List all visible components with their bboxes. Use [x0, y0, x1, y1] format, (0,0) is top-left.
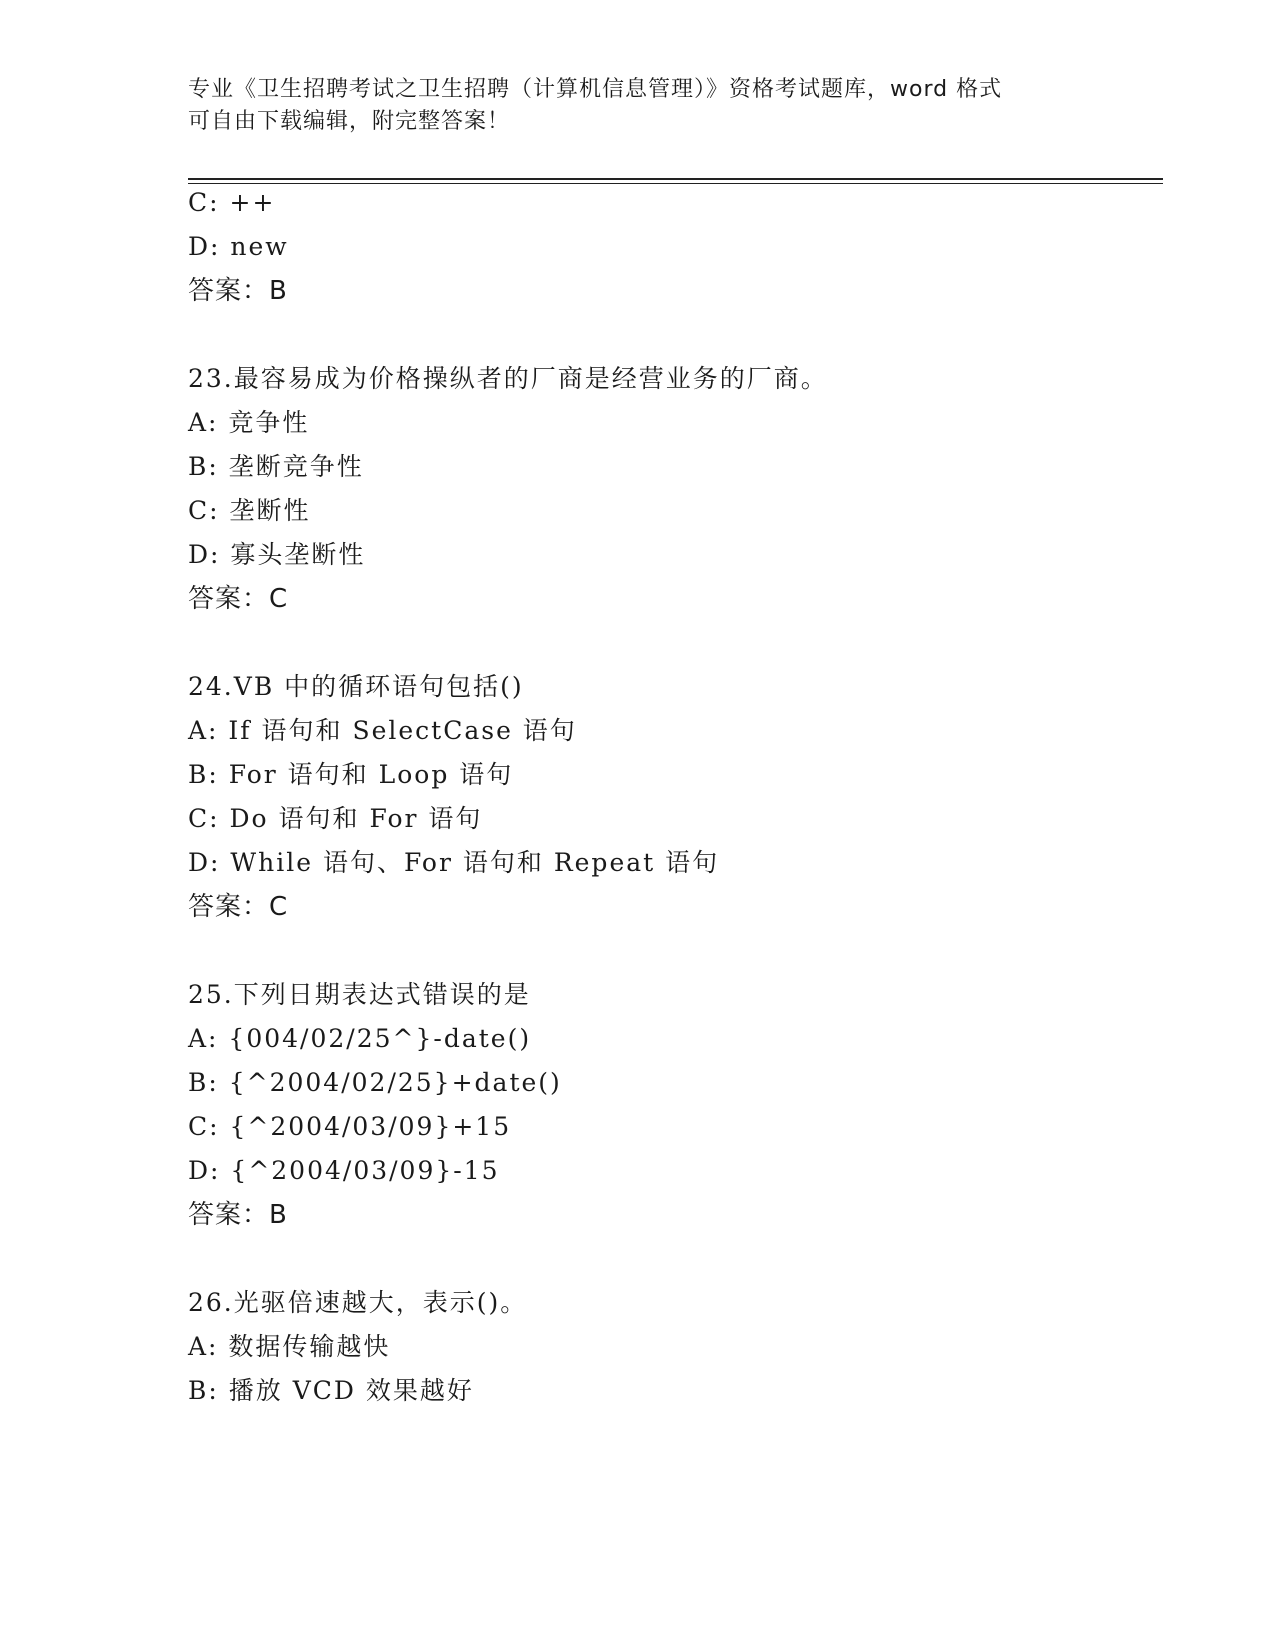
- question-23: 23.最容易成为价格操纵者的厂商是经营业务的厂商。: [188, 364, 828, 393]
- question-23-option-c: C: 垄断性: [188, 496, 311, 525]
- question-23-option-b: B: 垄断竞争性: [188, 452, 364, 481]
- answer-line: 答案：B: [188, 276, 288, 306]
- question-24-option-b: B: For 语句和 Loop 语句: [188, 760, 514, 789]
- question-23-answer: 答案：C: [188, 584, 289, 614]
- question-24-option-d: D: While 语句、For 语句和 Repeat 语句: [188, 848, 720, 877]
- question-24: 24.VB 中的循环语句包括(): [188, 672, 524, 701]
- question-24-option-a: A: If 语句和 SelectCase 语句: [188, 716, 577, 745]
- question-25-option-d: D: {^2004/03/09}-15: [188, 1156, 500, 1185]
- header-line-1: 专业《卫生招聘考试之卫生招聘（计算机信息管理）》资格考试题库，word 格式: [188, 77, 1003, 102]
- header-line-2: 可自由下载编辑，附完整答案！: [188, 109, 511, 134]
- question-26: 26.光驱倍速越大，表示()。: [188, 1288, 528, 1317]
- question-23-option-d: D: 寡头垄断性: [188, 540, 366, 569]
- question-25-option-c: C: {^2004/03/09}+15: [188, 1112, 512, 1141]
- question-25-option-a: A: {004/02/25^}-date(): [188, 1024, 532, 1053]
- header-divider-thick: [188, 178, 1163, 180]
- document-header: [188, 74, 1088, 138]
- option-d: D: new: [188, 232, 289, 261]
- question-25: 25.下列日期表达式错误的是: [188, 980, 531, 1009]
- question-26-option-b: B: 播放 VCD 效果越好: [188, 1376, 474, 1405]
- option-c: C: ++: [188, 188, 276, 217]
- question-24-answer: 答案：C: [188, 892, 289, 922]
- header-divider-thin: [188, 183, 1163, 184]
- question-23-option-a: A: 竞争性: [188, 408, 310, 437]
- question-26-option-a: A: 数据传输越快: [188, 1332, 391, 1361]
- question-25-answer: 答案：B: [188, 1200, 288, 1230]
- question-25-option-b: B: {^2004/02/25}+date(): [188, 1068, 562, 1097]
- question-24-option-c: C: Do 语句和 For 语句: [188, 804, 483, 833]
